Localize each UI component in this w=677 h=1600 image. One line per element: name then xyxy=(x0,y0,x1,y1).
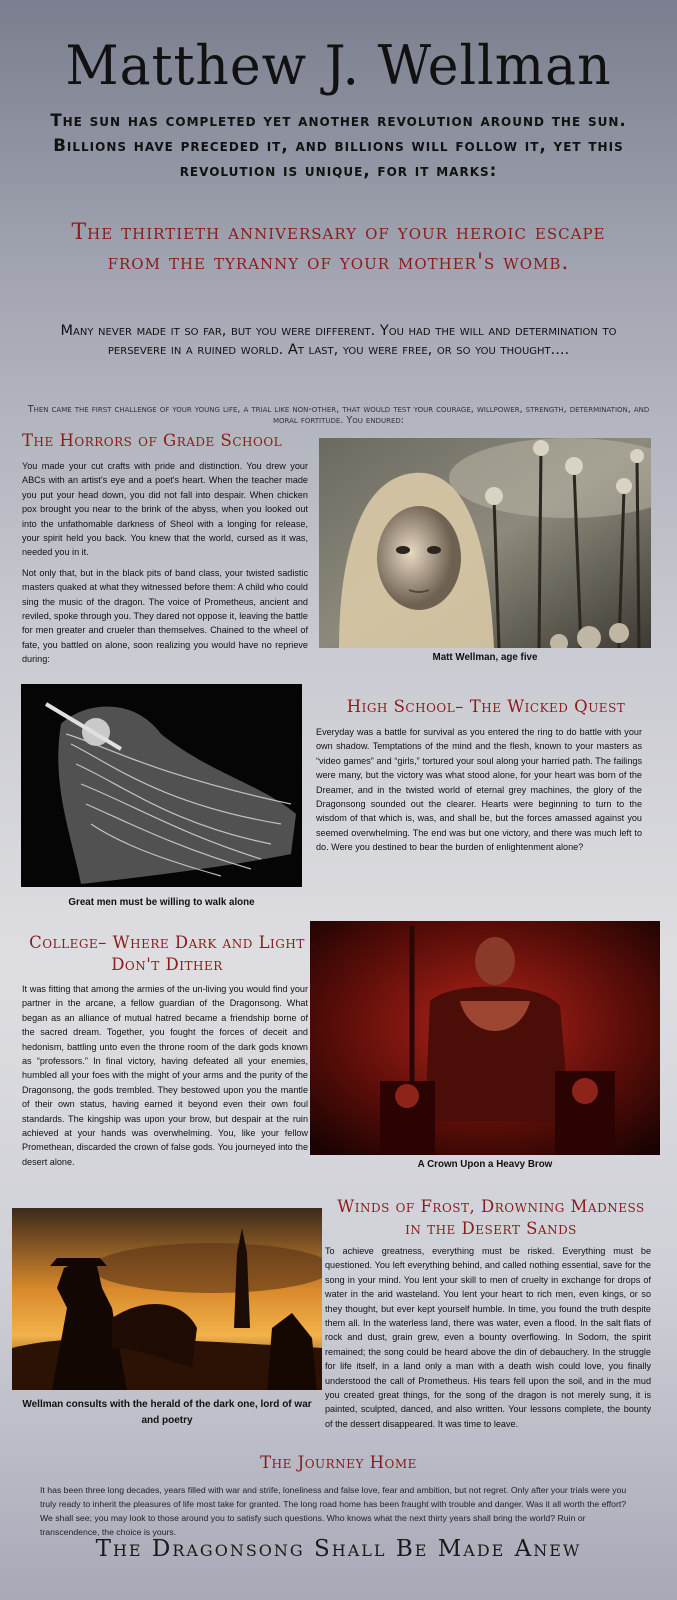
intro-anniversary: The thirtieth anniversary of your heroic escape from the tyranny of your mother's womb. xyxy=(71,220,606,275)
journey-home-heading: The Journey Home xyxy=(260,1453,417,1472)
college-heading: College– Where Dark and Light Don't Dither xyxy=(29,933,305,974)
intro-perseverance: Many never made it so far, but you were different. You had the will and determination to persevere in a ruined world. At last, you were free, or so you thought.... xyxy=(60,323,617,358)
desert-text xyxy=(325,1244,651,1437)
intro-statement: The sun has completed yet another revolution around the sun. Billions have preceded it, and billions will follow it, yet this revolution is unique, for it marks: xyxy=(50,111,627,180)
grade-school-caption: Matt Wellman, age five xyxy=(432,652,538,663)
high-school-text xyxy=(316,725,642,861)
college-text xyxy=(22,982,308,1175)
grade-school-paragraph-1: You made your cut crafts with pride and distinction. You drew your ABCs with an artist's eye and a poet's heart. When the teacher made you put your head down, you did not fall into despair. When chicken pox brought you near to the brink of the abyss, when you looked out into the unfathomable darkness of Sheol with a longing for release, your spirit held you back. You knew that the world, cursed as it was, needed you in it. xyxy=(22,461,308,558)
page-title: Matthew J. Wellman xyxy=(65,34,612,98)
desert-heading: Winds of Frost, Drowning Madness in the Desert Sands xyxy=(337,1197,645,1238)
journey-home-text: It has been three long decades, years filled with war and strife, loneliness and false love, fear and ambition, but not regret. Only after your trials were you truly ready to inherit the pleasures of life most take for granted. The long road home has been fraught with trouble and danger. Was it all worth the effort? We shall see; you may look to those around you to satisfy such questions. Who knows what the next thirty years shall bring the world? Ruin or transcendence, the choice is yours. xyxy=(40,1485,627,1537)
high-school-paragraph-1: Everyday was a battle for survival as you entered the ring to do battle with your own shadow. Temptations of the mind and the flesh, known to your masters as “video games” and “girls,” tortured your soul along your harried path. The failings were many, but the victory was what stood alone, for your heart was born of the Dreamer, and in the twisted world of eternal grey machines, the glory of the Dragonsong sounded out the clearer. Hearts were beginning to turn to the wisdom of that which is, was, and shall be, but the forces amassed against you seemed overwhelming. The end was but one victory, and there was much left to do. Were you destined to bear the burden of enlightenment alone? xyxy=(316,727,642,853)
college-image xyxy=(310,921,660,1155)
grade-school-image xyxy=(319,438,651,648)
desert-caption: Wellman consults with the herald of the dark one, lord of war and poetry xyxy=(22,1399,312,1426)
college-caption: A Crown Upon a Heavy Brow xyxy=(417,1159,553,1170)
high-school-heading: High School– The Wicked Quest xyxy=(346,697,626,716)
high-school-caption: Great men must be willing to walk alone xyxy=(68,897,255,908)
high-school-image xyxy=(21,684,302,887)
grade-school-heading: The Horrors of Grade School xyxy=(22,431,283,450)
desert-paragraph-1: To achieve greatness, everything must be risked. Everything must be questioned. You left everything behind, and called nothing essential, save for the song in your mind. You lent your skill to men of cruelty in exchange for drops of water in the arid wasteland. You lent your heart to rich men, even kings, or so they thought, but ever kept yourself humble. In time, you found the truth despite them all. In the waterless land, there was water, even a flood. In the salt flats of rock and dust, grain grew, even a bounty overflowing. In Sodom, the spirit remained; the song could be heard above the din of debauchery. In the struggle for life itself, in a land only a man with a death wish could love, you finally understood the call of Prometheus. His tears fell upon the soil, and in the mud you created great things, for the song of the dragon is not merely sung, it is painted, sculpted, danced, and also written. Your lessons complete, the bounty of the dessert disappeared. It was time to leave. xyxy=(325,1246,651,1429)
college-paragraph-1: It was fitting that among the armies of the un-living you would find your partner in the arcane, a fellow guardian of the Dragonsong. What began as an alliance of mutual hatred became a friendship borne of the sacred dream. Together, you fought the forces of deceit and hedonism, battling unto even the throne room of the dark gods known as “professors.” In final victory, having defeated all your enemies, humbled all your foes with the might of your arms and the purity of the Dragonsong, the gods trembled. They bestowed upon you the mantle of their own status, having earned it beyond even their own foul standards. The kingship was upon your brow, but despair at the ruin achieved at your hands was overwhelming. You, like your fellow Promethean, discarded the crown of false gods. You journeyed into the desert alone. xyxy=(22,984,308,1167)
grade-school-text xyxy=(22,459,308,673)
grade-school-paragraph-2: Not only that, but in the black pits of band class, your twisted sadistic masters quaked at what they witnessed before them: A child who could sing the music of the dragon. The voice of Prometheus, ancient and reviled, spoke through you. They dared not oppose it, leaving the battle for men greater and crueler than themselves. Chained to the wheel of fate, you battled on alone, soon realizing you would have no reprieve during: xyxy=(22,567,308,665)
closing-title: The Dragonsong Shall Be Made Anew xyxy=(95,1536,582,1562)
intro-challenge: Then came the first challenge of your young life, a trial like non-other, that would test your courage, willpower, strength, determination, and moral fortitude. You endured: xyxy=(27,404,650,426)
desert-image xyxy=(12,1208,322,1390)
